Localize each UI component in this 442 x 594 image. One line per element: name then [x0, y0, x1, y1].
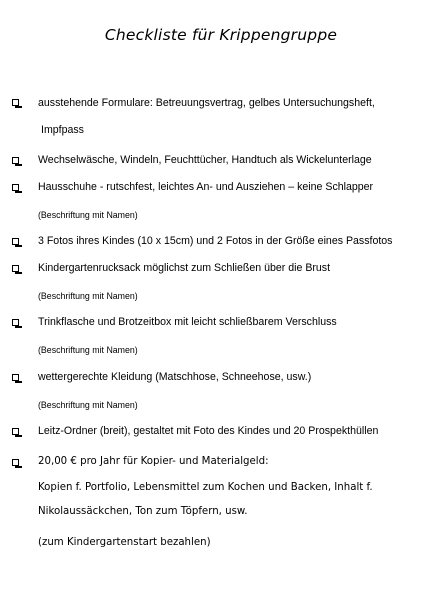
- checkbox-icon: [12, 265, 19, 272]
- checkbox-icon: [12, 374, 19, 381]
- page-title: Checkliste für Krippengruppe: [104, 26, 338, 44]
- checkbox-icon: [12, 99, 19, 106]
- item-text-continuation: Kopien f. Portfolio, Lebensmittel zum Kochen und Backen, Inhalt f.: [38, 482, 373, 493]
- checkbox-icon: [12, 459, 19, 466]
- item-text: Wechselwäsche, Windeln, Feuchttücher, Handtuch als Wickelunterlage: [38, 154, 372, 166]
- item-note: (Beschriftung mit Namen): [38, 291, 138, 301]
- item-text: ausstehende Formulare: Betreuungsvertrag, gelbes Untersuchungsheft,: [38, 97, 375, 109]
- item-note: (Beschriftung mit Namen): [38, 210, 138, 220]
- item-note: (Beschriftung mit Namen): [38, 345, 138, 355]
- item-text: 3 Fotos ihres Kindes (10 x 15cm) und 2 Fotos in der Größe eines Passfotos: [38, 235, 393, 247]
- item-text: 20,00 € pro Jahr für Kopier- und Materialgeld:: [38, 456, 269, 467]
- item-text-continuation: Nikolaussäckchen, Ton zum Töpfern, usw.: [38, 506, 248, 517]
- checkbox-icon: [12, 428, 19, 435]
- item-text: Leitz-Ordner (breit), gestaltet mit Foto des Kindes und 20 Prospekthüllen: [38, 425, 379, 437]
- item-note: (Beschriftung mit Namen): [38, 400, 138, 410]
- item-text-continuation: Impfpass: [41, 124, 84, 136]
- checkbox-icon: [12, 184, 19, 191]
- item-text: Kindergartenrucksack möglichst zum Schließen über die Brust: [38, 262, 331, 274]
- item-note: (zum Kindergartenstart bezahlen): [38, 537, 211, 548]
- item-text: Trinkflasche und Brotzeitbox mit leicht schließbarem Verschluss: [38, 316, 337, 328]
- item-text: Hausschuhe - rutschfest, leichtes An- und Ausziehen – keine Schlapper: [38, 181, 374, 193]
- item-text: wettergerechte Kleidung (Matschhose, Schneehose, usw.): [38, 371, 312, 383]
- checkbox-icon: [12, 319, 19, 326]
- checkbox-icon: [12, 157, 19, 164]
- checkbox-icon: [12, 238, 19, 245]
